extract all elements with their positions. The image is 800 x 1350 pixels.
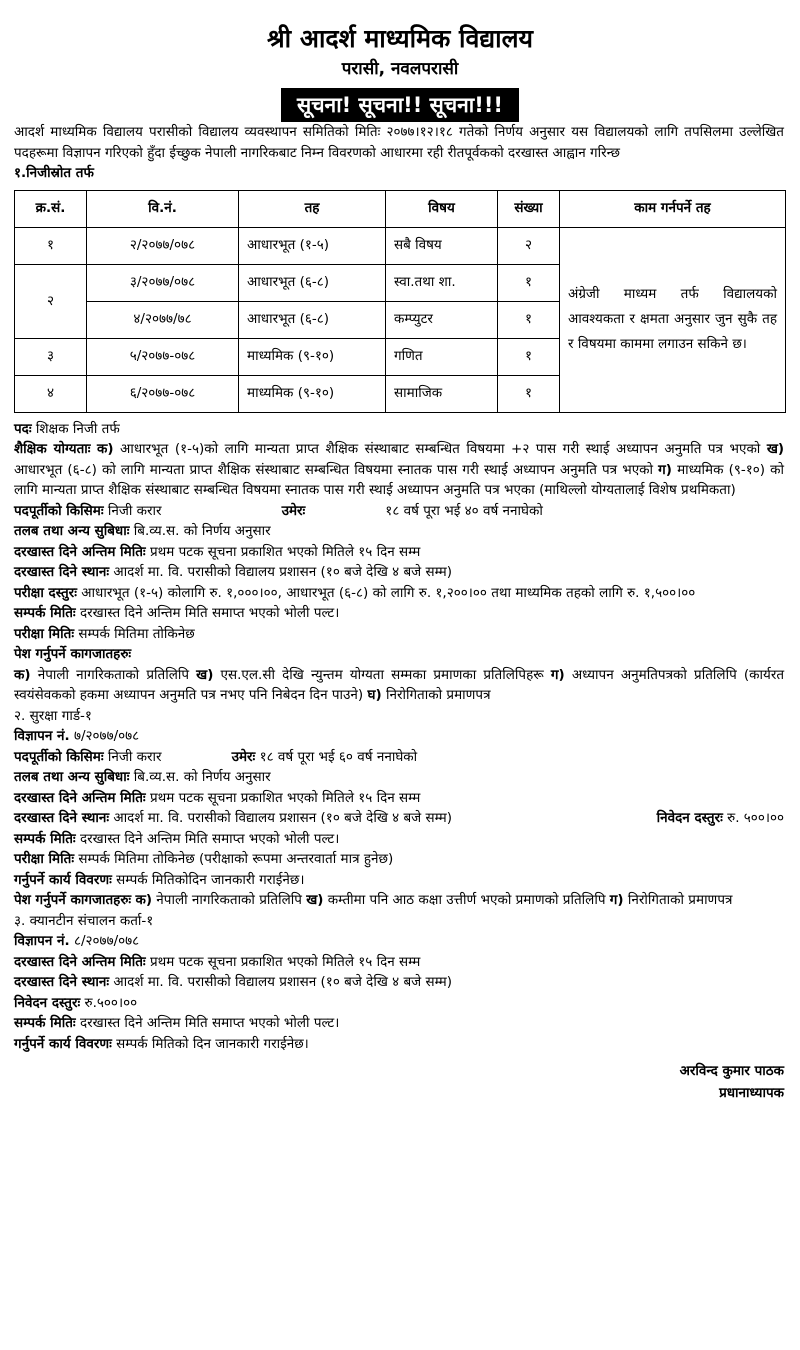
- s2-fee: [657, 808, 784, 829]
- notice-banner: सूचना! सूचना!! सूचना!!!: [281, 88, 519, 122]
- label: दरखास्त दिने अन्तिम मितिः: [14, 543, 146, 560]
- marker: क): [97, 441, 114, 457]
- marker: ख): [766, 441, 785, 457]
- s1-contact: [14, 603, 784, 624]
- s2-deadline: [14, 788, 784, 809]
- col-subject: विषय: [386, 190, 498, 227]
- marker: ग): [550, 666, 565, 683]
- value: दरखास्त दिने अन्तिम मिति समाप्त भएको भोली पल्ट।: [79, 1015, 340, 1031]
- label: दरखास्त दिने स्थानः: [14, 974, 110, 990]
- col-work-level: काम गर्नपर्ने तह: [560, 190, 786, 227]
- cell-subject: स्वा.तथा शा.: [386, 264, 498, 301]
- cell-sn: ४: [15, 375, 87, 412]
- value: आधारभूत (६-८) को लागि मान्यता प्राप्त शैक्षिक संस्थाबाट सम्बन्धित विषयमा स्नातक पास गरी स्थाई अध्यापन अनुमति पत्र भएको: [14, 461, 654, 478]
- value: निजी करार: [107, 502, 162, 519]
- s1-fee: [14, 583, 784, 604]
- label: निवेदन दस्तुरः: [656, 810, 723, 826]
- label: सम्पर्क मितिः: [14, 830, 76, 847]
- value: आदर्श मा. वि. परासीको विद्यालय प्रशासन (१० बजे देखि ४ बजे सम्म): [113, 564, 452, 580]
- section2-title: २. सुरक्षा गार्ड-१: [14, 707, 92, 724]
- signatory-title: प्रधानाध्यापक: [719, 1085, 784, 1101]
- value: नेपाली नागरिकताको प्रतिलिपि: [37, 666, 190, 683]
- cell-subject: कम्प्युटर: [386, 301, 498, 338]
- label: निवेदन दस्तुरः: [14, 994, 81, 1011]
- value: प्रथम पटक सूचना प्रकाशित भएको मितिले १५ दिन सम्म: [149, 953, 421, 970]
- marker: ख): [196, 666, 214, 683]
- cell-ad-no: ४/२०७७/७८: [87, 301, 239, 338]
- school-location: परासी, नवलपरासी: [341, 59, 459, 79]
- s1-qualification: [14, 439, 784, 501]
- marker: घ): [367, 687, 382, 703]
- label: विज्ञापन नं.: [14, 728, 70, 744]
- header: [0, 22, 800, 122]
- value: सम्पर्क मितिमा तोकिनेछ (परीक्षाको रूपमा अन्तरवार्ता मात्र हुनेछ): [78, 851, 394, 867]
- label: गर्नुपर्ने कार्य विवरणः: [14, 1035, 112, 1052]
- s2-place: [14, 808, 784, 829]
- value: १८ वर्ष पूरा भई ४० वर्ष ननाघेको: [385, 502, 543, 519]
- s1-exam: [14, 624, 784, 645]
- value: सम्पर्क मितिकोदिन जानकारी गराईनेछ।: [116, 871, 305, 888]
- cell-sn: १: [15, 227, 87, 264]
- cell-level: माध्यमिक (९-१०): [239, 375, 386, 412]
- table-header-row: [15, 190, 786, 227]
- label: पदः: [14, 420, 32, 437]
- cell-ad-no: ५/२०७७-०७८: [87, 338, 239, 375]
- label: सम्पर्क मितिः: [14, 605, 76, 621]
- s1-docs: [14, 665, 784, 706]
- s1-deadline: [14, 542, 784, 563]
- s2-salary: [14, 767, 784, 788]
- marker: ग): [658, 461, 672, 478]
- s2-docs: [14, 890, 784, 911]
- label: दरखास्त दिने स्थानः: [14, 564, 110, 580]
- label: दरखास्त दिने स्थानः: [14, 810, 110, 826]
- cell-count: १: [498, 375, 560, 412]
- value: निजी करार: [107, 748, 162, 765]
- cell-sn: ३: [15, 338, 87, 375]
- value: दरखास्त दिने अन्तिम मिति समाप्त भएको भोली पल्ट।: [79, 605, 340, 621]
- value: निरोगिताको प्रमाणपत्र: [385, 687, 491, 703]
- s2-ad: [14, 726, 784, 747]
- value: ७/२०७७/०७८: [73, 728, 140, 744]
- label: गर्नुपर्ने कार्य विवरणः: [14, 871, 112, 888]
- cell-level: माध्यमिक (९-१०): [239, 338, 386, 375]
- value: माध्यमिक (९-१०) को लागि मान्यता प्राप्त शैक्षिक संस्थाबाट सम्बन्धित विषयमा स्नातक पास गरी स्थाई अध्यापन अनुमति पत्र भएका (माथिल्लो योग्यतालाई विशेष प्रथमिकता): [14, 461, 785, 498]
- cell-ad-no: ६/२०७७-०७८: [87, 375, 239, 412]
- value: आधारभूत (१-५)को लागि मान्यता प्राप्त शैक्षिक संस्थाबाट सम्बन्धित विषयमा +२ पास गरी स्थाई अध्यापन अनुमति पत्र भएको: [120, 441, 761, 457]
- cell-ad-no: २/२०७७/०७८: [87, 227, 239, 264]
- label: तलब तथा अन्य सुबिधाः: [14, 523, 130, 539]
- cell-level: आधारभूत (६-८): [239, 301, 386, 338]
- label: शैक्षिक योग्यताः: [14, 441, 91, 457]
- label: सम्पर्क मितिः: [14, 1015, 76, 1031]
- cell-remark: अंग्रेजी माध्यम तर्फ विद्यालयको आवश्यकता र क्षमता अनुसार जुन सुकै तह र विषयमा काममा लगाउन सकिने छ।: [560, 227, 786, 412]
- cell-count: २: [498, 227, 560, 264]
- label: विज्ञापन नं.: [14, 933, 70, 949]
- value: ८/२०७७/०७८: [73, 933, 140, 949]
- col-sn: क्र.सं.: [15, 190, 87, 227]
- s1-type-age: [14, 501, 784, 522]
- banner-wrap: [0, 88, 800, 122]
- posts-table: [14, 190, 786, 413]
- s2-exam: [14, 849, 784, 870]
- s1-post: [14, 419, 784, 440]
- value: प्रथम पटक सूचना प्रकाशित भएको मितिले १५ दिन सम्म: [149, 543, 421, 560]
- section1-title: १.निजीस्रोत तर्फ: [14, 165, 94, 181]
- col-level: तह: [239, 190, 386, 227]
- value: बि.व्य.स. को निर्णय अनुसार: [133, 769, 271, 785]
- signatory-name: अरविन्द कुमार पाठक: [679, 1063, 784, 1079]
- s3-ad: [14, 931, 784, 952]
- marker: क): [14, 666, 31, 683]
- notice-body: [0, 122, 800, 1104]
- s1-salary: [14, 521, 784, 542]
- marker: ख): [306, 892, 324, 908]
- cell-sn: २: [15, 264, 87, 338]
- label: परीक्षा मितिः: [14, 851, 75, 867]
- value: प्रथम पटक सूचना प्रकाशित भएको मितिले १५ दिन सम्म: [149, 789, 421, 806]
- cell-count: १: [498, 301, 560, 338]
- label: तलब तथा अन्य सुबिधाः: [14, 769, 130, 785]
- label: दरखास्त दिने अन्तिम मितिः: [14, 789, 146, 806]
- marker: ग): [609, 892, 624, 908]
- value: कम्तीमा पनि आठ कक्षा उत्तीर्ण भएको प्रमाणको प्रतिलिपि: [327, 892, 606, 908]
- value: रु.५००।००: [84, 994, 138, 1011]
- value: सम्पर्क मितिको दिन जानकारी गराईनेछ।: [116, 1035, 309, 1052]
- s3-place: [14, 972, 784, 993]
- label: पदपूर्तीको किसिमः: [14, 748, 104, 765]
- table-row: [15, 227, 786, 264]
- s1-place: [14, 562, 784, 583]
- label: परीक्षा मितिः: [14, 625, 75, 642]
- cell-subject: सामाजिक: [386, 375, 498, 412]
- value: आदर्श मा. वि. परासीको विद्यालय प्रशासन (१० बजे देखि ४ बजे सम्म): [113, 974, 452, 990]
- cell-count: १: [498, 338, 560, 375]
- value: अध्यापन अनुमतिपत्रको प्रतिलिपि (कार्यरत स्वयंसेवकको हकमा अध्यापन अनुमति पत्र नभए पनि निबेदन दिन पाउने): [14, 666, 785, 703]
- col-ad-no: वि.नं.: [87, 190, 239, 227]
- cell-level: आधारभूत (६-८): [239, 264, 386, 301]
- value: आधारभूत (१-५) कोलागि रु. १,०००।००, आधारभूत (६-८) को लागि रु. १,२००।०० तथा माध्यमिक तहको लागि रु. १,५००।००: [81, 584, 696, 601]
- cell-ad-no: ३/२०७७/०७८: [87, 264, 239, 301]
- cell-level: आधारभूत (१-५): [239, 227, 386, 264]
- label: पेश गर्नुपर्ने कागजातहरुः: [14, 892, 132, 908]
- value: एस.एल.सी देखि न्युन्तम योग्यता सम्मका प्रमाणका प्रतिलिपिहरू: [220, 666, 544, 683]
- value: सम्पर्क मितिमा तोकिनेछ: [78, 625, 195, 642]
- school-name: श्री आदर्श माध्यमिक विद्यालय: [266, 24, 534, 53]
- s2-type-age: [14, 747, 784, 768]
- intro-paragraph: आदर्श माध्यमिक विद्यालय परासीको विद्यालय व्यवस्थापन समितिको मितिः २०७७।१२।१८ गतेको निर्णय अनुसार यस विद्यालयको लागि तपसिलमा उल्लेखित पदहरूमा विज्ञापन गरिएको हुँदा ईच्छुक नेपाली नागरिकबाट निम्न विवरणको आधारमा रही रीतपूर्वकको दरखास्त आह्वान गरिन्छ: [14, 124, 784, 161]
- label: उमेरः: [231, 748, 256, 765]
- cell-count: १: [498, 264, 560, 301]
- value: नेपाली नागरिकताको प्रतिलिपि: [156, 892, 302, 908]
- s2-contact: [14, 829, 784, 850]
- s3-work: [14, 1034, 784, 1055]
- label: उमेरः: [281, 502, 306, 519]
- cell-subject: गणित: [386, 338, 498, 375]
- s3-contact: [14, 1013, 784, 1034]
- marker: क): [135, 892, 152, 908]
- value: शिक्षक निजी तर्फ: [35, 420, 120, 437]
- label: परीक्षा दस्तुरः: [14, 584, 77, 601]
- value: आदर्श मा. वि. परासीको विद्यालय प्रशासन (१० बजे देखि ४ बजे सम्म): [113, 810, 452, 826]
- signature-block: [14, 1060, 784, 1104]
- section3-title: ३. क्यानटीन संचालन कर्ता-१: [14, 912, 154, 929]
- label: पदपूर्तीको किसिमः: [14, 502, 104, 519]
- col-count: संख्या: [498, 190, 560, 227]
- s2-work: [14, 870, 784, 891]
- value: दरखास्त दिने अन्तिम मिति समाप्त भएको भोली पल्ट।: [79, 830, 340, 847]
- value: रु. ५००।००: [727, 810, 784, 826]
- cell-subject: सबै विषय: [386, 227, 498, 264]
- label: दरखास्त दिने अन्तिम मितिः: [14, 953, 146, 970]
- value: बि.व्य.स. को निर्णय अनुसार: [133, 523, 271, 539]
- value: १८ वर्ष पूरा भई ६० वर्ष ननाघेको: [259, 748, 418, 765]
- s1-docs-label: पेश गर्नुपर्ने कागजातहरुः: [14, 646, 132, 662]
- s3-deadline: [14, 952, 784, 973]
- s3-fee: [14, 993, 784, 1014]
- value: निरोगिताको प्रमाणपत्र: [627, 892, 733, 908]
